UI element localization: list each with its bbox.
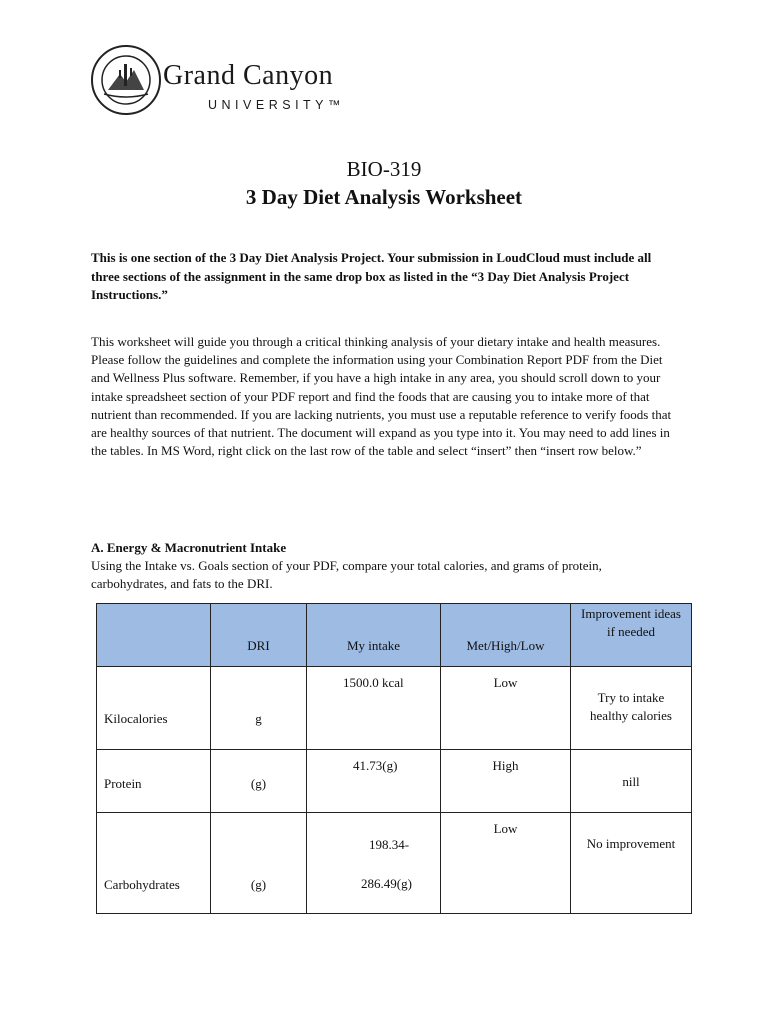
title-block <box>0 155 768 211</box>
table-row <box>97 667 692 750</box>
intro-bold-paragraph: This is one section of the 3 Day Diet Analysis Project. Your submission in LoudCloud must include all three sections of the assignment in the same drop box as listed in the “3 Day Diet Analysis Project Instructions.” <box>91 250 652 302</box>
cell-improvement[interactable] <box>571 813 692 914</box>
table-row <box>97 750 692 813</box>
cell-status[interactable] <box>441 813 571 914</box>
university-seal-icon <box>90 44 162 116</box>
dri-value: (g) <box>250 776 267 791</box>
cell-improvement[interactable] <box>571 667 692 750</box>
nutrient-label: Carbohydrates <box>104 877 180 892</box>
cell-nutrient <box>97 667 211 750</box>
header-my-intake-label: My intake <box>346 638 401 653</box>
section-a-text: Using the Intake vs. Goals section of your PDF, compare your total calories, and grams of protein, carbohydrates, and fats to the DRI. <box>91 558 602 591</box>
cell-improvement[interactable] <box>571 750 692 813</box>
improvement-value: nill <box>622 774 640 789</box>
cell-intake[interactable] <box>307 750 441 813</box>
header-status-label: Met/High/Low <box>466 638 545 653</box>
intake-value-line-2: 286.49(g) <box>361 876 412 891</box>
status-value: High <box>492 758 519 773</box>
status-value: Low <box>493 821 518 836</box>
macronutrient-table <box>96 603 692 914</box>
dri-value: g <box>255 711 262 726</box>
section-a-heading: A. Energy & Macronutrient Intake <box>91 540 287 555</box>
nutrient-label: Kilocalories <box>104 711 168 726</box>
intake-value-line-1: 198.34- <box>369 837 410 852</box>
header-improvement-label: Improvement ideas if needed <box>581 606 681 639</box>
header-cell-nutrient <box>97 604 211 667</box>
intro-paragraph: This worksheet will guide you through a critical thinking analysis of your dietary intake and health measures. Please follow the guidelines and complete the information using your Combination Report PDF from the Diet and Wellness Plus software. Remember, if you have a high intake in any area, you should scroll down to your intake spreadsheet section of your PDF report and find the foods that are causing you to intake more of that nutrient than recommended. If you are lacking nutrients, you must use a reputable reference to verify foods that are healthy sources of that nutrient. The document will expand as you type into it. You may need to add lines in the tables. In MS Word, right click on the last row of the table and select “insert” then “insert row below.” <box>91 334 672 459</box>
cell-nutrient <box>97 813 211 914</box>
logo-sub: UNIVERSITY™ <box>208 98 346 112</box>
university-logo <box>90 44 400 116</box>
header-cell-status <box>441 604 571 667</box>
header-dri-label: DRI <box>247 638 270 653</box>
cell-status[interactable] <box>441 667 571 750</box>
header-cell-dri <box>211 604 307 667</box>
intake-value: 41.73(g) <box>353 758 398 773</box>
header-cell-improvement <box>571 604 692 667</box>
improvement-value: No improvement <box>586 836 676 851</box>
status-value: Low <box>493 675 518 690</box>
dri-value: (g) <box>250 877 267 892</box>
cell-status[interactable] <box>441 750 571 813</box>
logo-name: Grand Canyon <box>163 60 334 91</box>
cell-dri <box>211 750 307 813</box>
page-title: 3 Day Diet Analysis Worksheet <box>245 185 523 209</box>
nutrient-label: Protein <box>104 776 142 791</box>
header-cell-my-intake <box>307 604 441 667</box>
improvement-value: Try to intake healthy calories <box>590 690 672 723</box>
cell-intake[interactable] <box>307 813 441 914</box>
cell-dri <box>211 667 307 750</box>
cell-intake[interactable] <box>307 667 441 750</box>
course-code: BIO-319 <box>346 157 422 181</box>
table-header-row <box>97 604 692 667</box>
table-row <box>97 813 692 914</box>
cell-nutrient <box>97 750 211 813</box>
cell-dri <box>211 813 307 914</box>
intake-value: 1500.0 kcal <box>343 675 404 690</box>
